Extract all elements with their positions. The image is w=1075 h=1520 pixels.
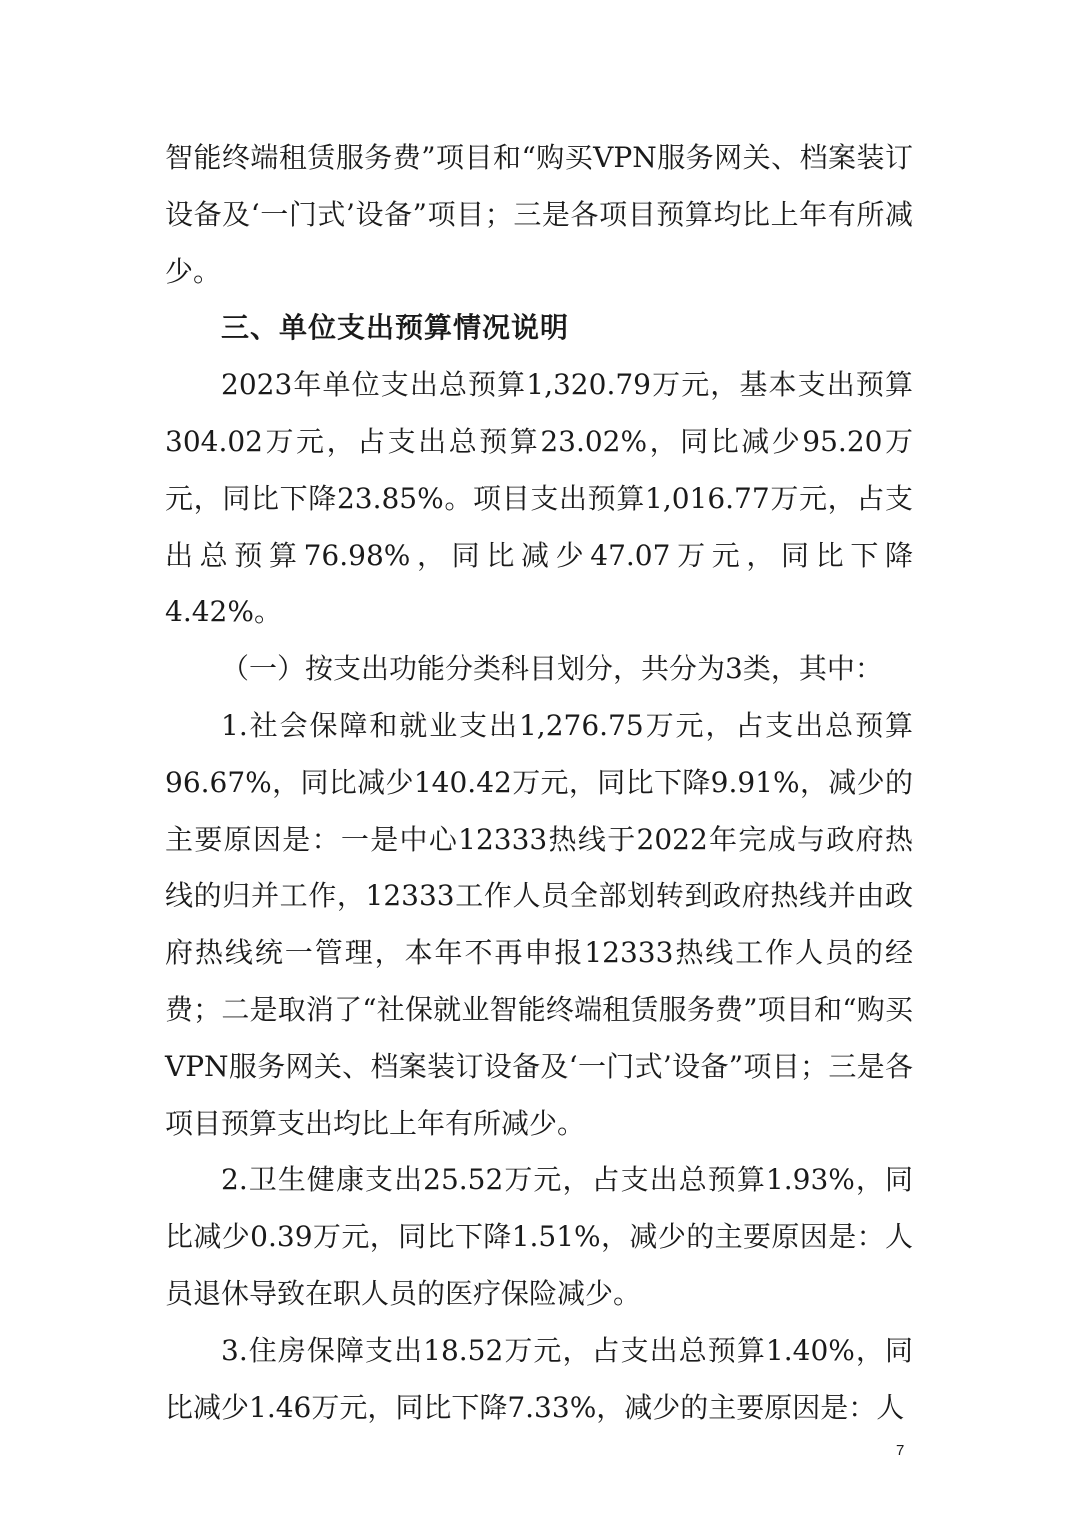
section-heading: 三、单位支出预算情况说明	[221, 311, 570, 345]
paragraph-health: 2.卫生健康支出25.52万元，占支出总预算1.93%，同比减少0.39万元，同比下降1.51%，减少的主要原因是：人员退休导致在职人员的医疗保险减少。	[165, 1163, 913, 1310]
paragraph-function-classification: （一）按支出功能分类科目划分，共分为3类，其中：	[221, 652, 883, 686]
page-number: 7	[896, 1442, 905, 1459]
paragraph-housing: 3.住房保障支出18.52万元，占支出总预算1.40%，同比减少1.46万元，同比下降7.33%，减少的主要原因是：人	[165, 1333, 913, 1424]
paragraph-budget-summary: 2023年单位支出总预算1,320.79万元，基本支出预算304.02万元，占支出总预算23.02%，同比减少95.20万元，同比下降23.85%。项目支出预算1,016.77万元，占支出总预算76.98%，同比减少47.07万元，同比下降4.42%。	[165, 368, 913, 629]
paragraph-continuation: 智能终端租赁服务费”项目和“购买VPN服务网关、档案装订设备及‘一门式’设备”项目；三是各项目预算均比上年有所减少。	[165, 141, 913, 288]
paragraph-social-security: 1.社会保障和就业支出1,276.75万元，占支出总预算96.67%，同比减少140.42万元，同比下降9.91%，减少的主要原因是：一是中心12333热线于2022年完成与政府热线的归并工作，12333工作人员全部划转到政府热线并由政府热线统一管理，本年不再申报12333热线工作人员的经费；二是取消了“社保就业智能终端租赁服务费”项目和“购买VPN服务网关、档案装订设备及‘一门式’设备”项目；三是各项目预算支出均比上年有所减少。	[165, 708, 913, 1140]
body-text	[165, 130, 913, 1436]
